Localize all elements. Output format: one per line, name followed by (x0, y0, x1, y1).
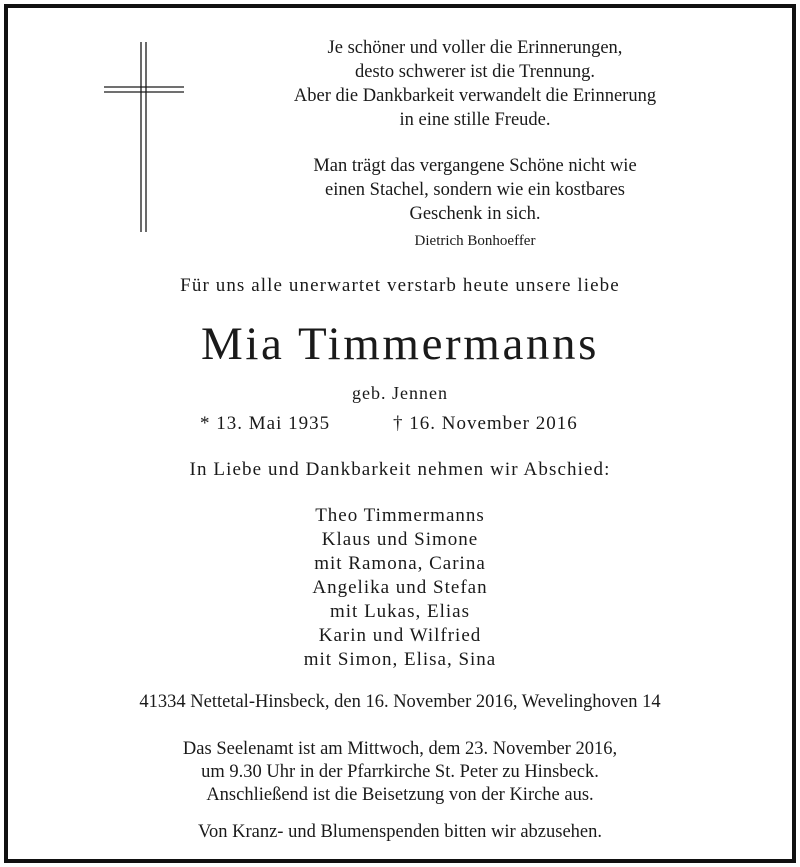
list-item: mit Ramona, Carina (314, 553, 486, 574)
quote-author: Dietrich Bonhoeffer (414, 233, 536, 249)
birth-date: * 13. Mai 1935 (200, 413, 331, 434)
list-item: mit Lukas, Elias (329, 601, 470, 622)
maiden-name: geb. Jennen (352, 383, 448, 403)
death-date: † 16. November 2016 (393, 413, 578, 434)
quote-line: einen Stachel, sondern wie ein kostbares (324, 180, 626, 200)
service-info (0, 738, 800, 807)
cross-icon (104, 42, 184, 232)
mourners-list (0, 504, 800, 672)
list-item: Angelika und Stefan (312, 577, 488, 598)
list-item: Theo Timmermanns (315, 505, 485, 526)
quote-line: Man trägt das vergangene Schöne nicht wie (313, 156, 637, 176)
service-line: Anschließend ist die Beisetzung von der Kirche aus. (206, 785, 594, 805)
quote-line: Aber die Dankbarkeit verwandelt die Erinnerung (293, 86, 657, 106)
farewell-text: In Liebe und Dankbarkeit nehmen wir Abschied: (189, 459, 611, 480)
list-item: Karin und Wilfried (318, 625, 482, 646)
place-and-date: 41334 Nettetal-Hinsbeck, den 16. November 2016, Wevelinghoven 14 (139, 692, 661, 712)
intro-text: Für uns alle unerwartet verstarb heute unsere liebe (180, 275, 620, 296)
quote-stanza-2 (245, 154, 705, 226)
quote-line: Geschenk in sich. (409, 204, 541, 224)
service-line: um 9.30 Uhr in der Pfarrkirche St. Peter zu Hinsbeck. (201, 762, 599, 782)
quote-line: desto schwerer ist die Trennung. (355, 62, 595, 82)
quote-line: Je schöner und voller die Erinnerungen, (327, 38, 623, 58)
list-item: Klaus und Simone (321, 529, 479, 550)
deceased-name: Mia Timmermanns (200, 318, 600, 370)
service-line: Das Seelenamt ist am Mittwoch, dem 23. November 2016, (182, 739, 618, 759)
list-item: mit Simon, Elisa, Sina (303, 649, 497, 670)
flowers-note: Von Kranz- und Blumenspenden bitten wir abzusehen. (198, 822, 602, 842)
quote-stanza-1 (245, 36, 705, 132)
quote-line: in eine stille Freude. (399, 110, 551, 130)
